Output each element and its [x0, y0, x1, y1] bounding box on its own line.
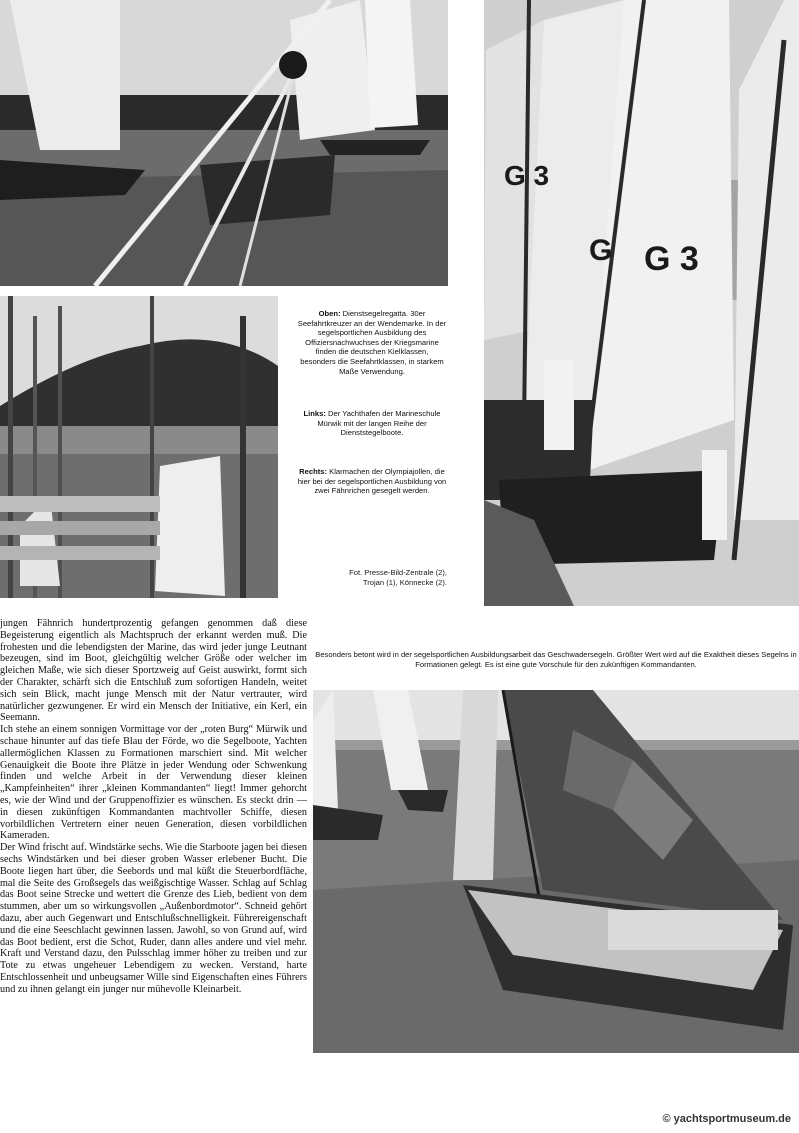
article-paragraph: jungen Fähnrich hundertprozentig gefangen genommen daß diese Begeisterung eigentlich als Machtspruch der erkannt werden muß. Die frohesten und die lebendigsten der Marine, das wird jeder junge Leutnant bezeugen, sind im Boot, gleichgültig welcher Größe oder welcher im gleichen Maße, wie sich dieser Sportzweig auf Geist auswirkt, formt sich der Charakter, schärft sich die Entschluß zum sofortigen Handeln, weitet sich sein Blick, macht junge Mensch mit der Natur vertrauter, wird natürlicher gezwungener. Er wird ein Mensch der Initiative, ein Kerl, ein Seemann.	[0, 618, 307, 724]
photo-credit-line1: Fot. Presse-Bild-Zentrale (2),	[349, 568, 447, 577]
sail-number-b: G	[589, 234, 613, 267]
photo-geschwadersegeln	[313, 690, 799, 1053]
caption-rechts-text: Klarmachen der Olympiajollen, die hier bei der segelsportlichen Ausbildung von zwei Fähnrichen gesegelt werden.	[297, 467, 447, 496]
caption-oben-text: Dienstsegelregatta. 30er Seefahrtkreuzer an der Wendemarke. In der segelsportlichen Ausbildung des Offiziersnachwuchses der Kriegsmarine finden die deutschen Kielklassen, besonders die Seefahrtklassen, in starkem Maße Verwendung.	[297, 309, 447, 376]
caption-rechts	[297, 467, 447, 496]
article-paragraph: Der Wind frischt auf. Windstärke sechs. Wie die Starboote jagen bei diesen sechs Windstärken und bei dieser groben Wasser erlebener Bucht. Die Boote liegen hart über, die Seebords und mal küßt die Steuerbordfläche, mal die Seite des Großsegels das weißgischtige Wasser. Schlag auf Schlag das Boot seine Strecke und wettert die Grenze des Lieb, bedient von dem stummen, aber um so wirkungsvollen „Außenbordmotor“. Schneid gehört dazu, aber auch Gegenwart und Entschlußschnelligkeit. Führereigenschaft und die eine Seeschlacht gewinnen lassen. Jawohl, so von Grund auf, wird das Boot bedient, erst die Schot, Ruder, dann alles andere und viel mehr. Kraft und Verstand dazu, den Pulsschlag immer höher zu treiben und zur Tote zu etwas ungeheuer Lebendigem zu wecken. Verstand, harte Entschlossenheit und unbeugsamer Wille sind Eigenschaften eines Führers und zu ihnen gelangt ein junger nur mühevolle Kleinarbeit.	[0, 842, 307, 995]
caption-geschwadersegeln: Besonders betont wird in der segelsportlichen Ausbildungsarbeit das Geschwadersegeln. Größter Wert wird auf die Exaktheit dieses Segelns in Formationen gelegt. Es ist eine gute Vorschule für den zukünftigen Kommandanten.	[315, 650, 797, 669]
photo-credit-line2: Trojan (1), Könnecke (2).	[362, 577, 447, 587]
article-body	[0, 618, 307, 996]
photo-credit	[297, 568, 447, 587]
article-paragraph: Ich stehe an einem sonnigen Vormittage vor der „roten Burg“ Mürwik und schaue hinunter auf das tiefe Blau der Förde, wo die Segelboote, Yachten allermöglichen Klassen zu Formationen marschiert sind. Mit welcher Genauigkeit die Boote ihre Plätze in jeder Wendung oder Schwenkung finden und welche Arbeit in der Verwendung dieser kleinen „Kampfeinheiten“ ihrer „kleinen Kommandanten“ liegt! Immer gehorcht es, wie der Wind und der Gruppenoffizier es wünschen. Es steckt drin — in diesen zukünftigen Kommandanten machtvoller Schiffe, diesen vorbildlichen Vertretern einer neuen Generation, diesen vorbildlichen Kameraden.	[0, 724, 307, 842]
sail-number-c: G 3	[644, 240, 699, 278]
photo-yachthafen-muerwik	[0, 296, 278, 598]
caption-links-text: Der Yachthafen der Marineschule Mürwik mit der langen Reihe der Dienststegelboote.	[317, 409, 441, 438]
caption-rechts-label: Rechts:	[299, 467, 328, 476]
watermark: © yachtsportmuseum.de	[662, 1113, 791, 1125]
caption-oben	[297, 309, 447, 376]
caption-links-label: Links:	[303, 409, 326, 418]
sail-number-a: G 3	[504, 160, 550, 191]
caption-links	[297, 409, 447, 438]
caption-oben-label: Oben:	[318, 309, 341, 318]
photo-olympiajollen	[484, 0, 799, 606]
photo-regatta-wendemarke	[0, 0, 448, 286]
